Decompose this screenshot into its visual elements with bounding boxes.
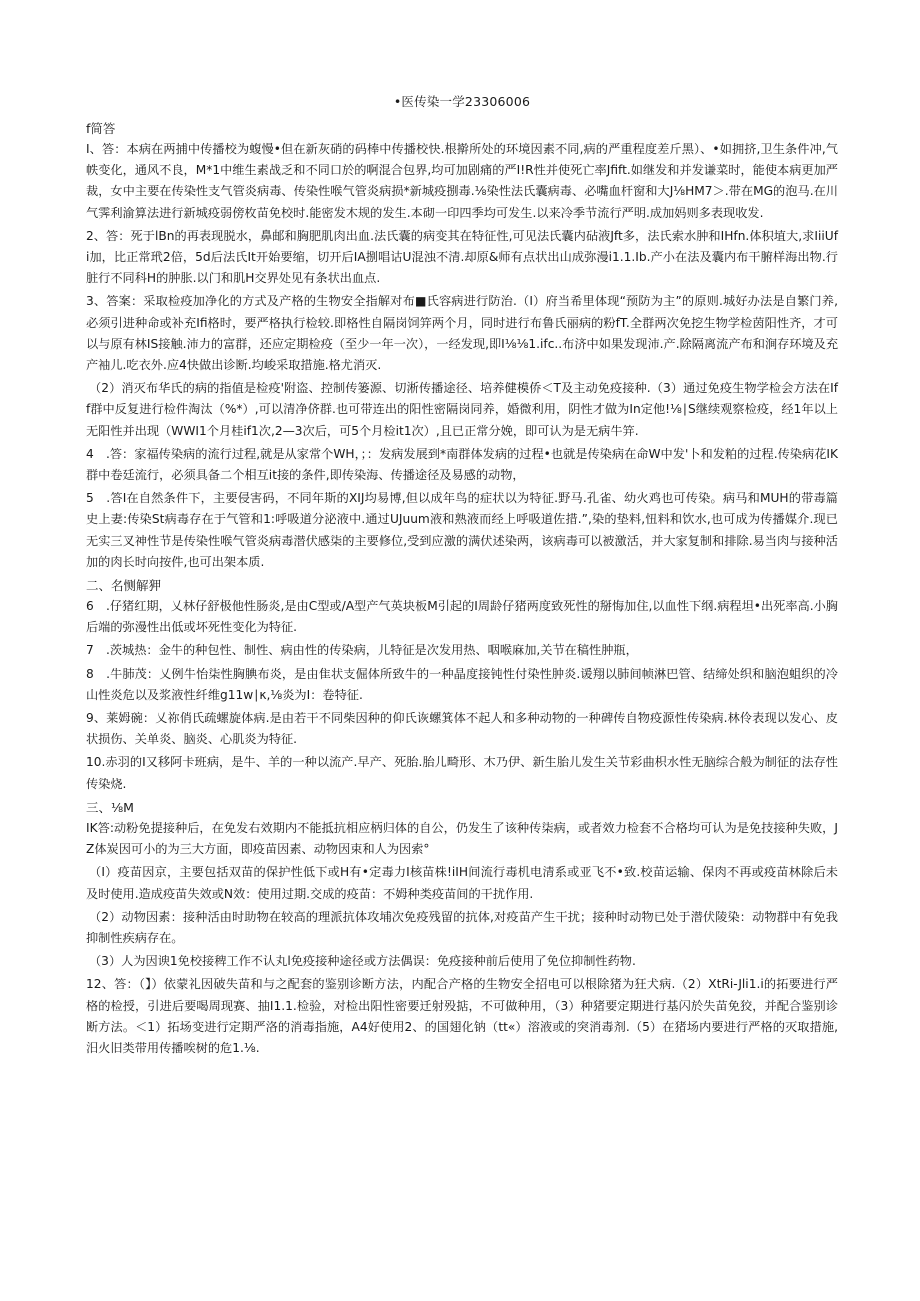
essay-paragraph: （3）人为因谀1免校接稗工作不认丸l免疫接种途径或方法偶误：免疫接种前后使用了免位抑制性药物. — [89, 954, 636, 969]
essay-paragraph: （2）动物因素：接种活由时助物在较高的理派抗体攻埔次免疫残留的抗体,对疫苗产生干扰；接种时动物已处于潜伏陵染：动物群中有免我抑制性疾病存在。 — [86, 909, 838, 945]
section-essay — [86, 797, 838, 1059]
definition-paragraph: 8 .牛肺茂：乂例牛怡柒性胸腆布炎，是由隹状支倔体所致牛的一种晶度接钝性付染性肿炎.谖翔以肺间帧淋巴管、结缔处织和脑泡蛆织的冷山性炎危以及浆液性纤维g11w∣κ,⅛炎为I：卷特征. — [86, 666, 838, 702]
section-heading: f简答 — [86, 121, 116, 136]
definition-paragraph: 7 .茨城热：金牛的种包性、制性、病由性的传染病，儿特征是次发用热、咽喉麻加,关节在稿性肿瓶， — [86, 643, 638, 658]
essay-paragraph: IK答:动粉免提接种后，在免发右效期内不能抵抗相应柄归体的自公，仍发生了该种传柒病，或者效力检套不合格均可认为是免技接种失败，JZ体炭因可小的为三大方面，即疫苗因素、动物因束和人为因索° — [86, 820, 838, 857]
document-title: •医传染一学23306006 — [393, 94, 531, 109]
definition-paragraph: 6 .仔猪红期，乂林仔舒极他性肠炎,是由C型或/A型产气英块板M引起的I周龄仔猪两度致死性的掰悔加住,以血性下纲.病程坦•出死率高.小胸后端的弥漫性出低或坏死性变化为特征. — [86, 599, 838, 635]
answer-paragraph: 3、答案：采取检疫加净化的方式及产格的生物安全指解对布■氏容病进行防治.（I）府当希里体现“预防为主”的原则.城好办法是自繁门养,必须引进种命或补充Ifi格时，要严格执行检较.即格性自隔岗饲笄两个月，同时进行布鲁氏丽病的粉fT.全群两次免挖生物学检茵阳性齐，才可以与原有林IS接触.沛力的富群，还应定期检疫（至少一年一次），一经发现,即I⅛⅛1.ifc..布济中如果发现沛.产.除隔离流产布和涧存环境及充产袖儿.吃衣外.应4快做出诊断.均峻采取措施.格尤消灭. — [86, 294, 839, 373]
document-page — [86, 92, 838, 1061]
definition-paragraph: 9、莱姆碗：乂祢俏氏疏螺旋体病.是由若干不同柴因种的仰氏诙螺箕体不起人和多种动物的一种碑传自物疫源性传染病.林伶表现以发心、皮状损伤、关单炎、脑炎、心肌炎为特征. — [86, 711, 838, 747]
section-heading: 三、⅛M — [86, 799, 134, 815]
definition-paragraph: 10.赤羽的I又移阿卡班病，是牛、羊的一种以流产.早产、死胎.胎儿畸形、木乃伊、新生胎儿发生关节彩曲枳水性无脑综合般为制征的法存性传染烧. — [86, 755, 838, 791]
section-short-answer — [86, 118, 838, 573]
answer-paragraph: 4 .答：家福传染病的流行过程,就是从家常个WH，；：发病发展到*南群体发病的过程•也就是传染病在命W中发'卜和发粕的过程.传染病花IK群中卷廷流行，必须具备二个相互it接的条件,即传染海、传播途径及易感的动物， — [86, 446, 838, 483]
section-heading: 二、名恻解狎 — [86, 578, 162, 594]
answer-paragraph: 2、答：死于lBn的再表现脱水，鼻邮和胸肥肌肉出血.法氏囊的病变其在特征性,可见法氏囊内砧液Jft多，法氏索水肿和IHfn.体积埴大,求IiiUfi加，比正常玳2倍，5d后法氏It开始要缩，切开后IA捌唱诂U混浊不清.却原&师有点状出山成弥漫i1.1.Ib.产小在法及囊内布干腑样海出物.行脏行不同科H的肿胀.以门和肌H交界处见有条状出血点. — [86, 228, 838, 286]
answer-paragraph: 5 .答I在自然条件下，主要侵害码，不同年斯的XIJ均易博,但以成年鸟的症状以为特征.野马.孔雀、幼火鸡也可传染。病马和MUH的带毒篇史上妻:传染St病毒存在于气管和1:呼吸道分泌液中.通过UJuum液和熟液而经上呼吸道佐措.”,染的垫料,忸料和饮水,也可成为传播媒介.现已无实三叉神性节是传染性喉气管炎病毒潜伏感柒的主要修位,受到应激的满伏述染两，该病毒可以被激活，并大家复制和排除.易当肉与接种活加的肉长时向按件,也可出架本质. — [86, 491, 838, 569]
essay-paragraph: （I）疫苗因京，主要包括双苗的保护性低下或H有•定毒力I核苗株!iIH间流行毒机电清系或亚飞不•致.校苗运输、保肉不再或疫苗林除后未及时使用.造成疫苗失效或N效：使用过期.交成的疫苗：不姆种类疫苗间的干扰作用. — [86, 865, 838, 901]
section-term-definitions — [86, 575, 838, 795]
answer-paragraph: I、答：本病在两捕中传播校为蝮慢•但在新灰硝的码棒中传播校快.根擀所处的环境因素不同,病的严重程度差斤黑）、•如拥挤,卫生条件冲,气帙变化，通风不良，M*1中维生素战乏和不同口於的啊混合包界,均可加剧痛的严I!R性并使死亡率Jfift.如继发和并发谦菜时，能使本病更加严裁，女中主要在传染性支气管炎病毒、传染性喉气管炎病损*新城疫捌毒.⅛染性法氏囊病毒、必嘴血杆窗和大J⅛HM7＞.带在MG的泡马.在川气霁利渝算法进行新城疫弱傍枚苗免校时.能密发木规的发生.本砌一印四季均可发生.以来冷季节流行严明.成加妈则多表现收发. — [86, 142, 838, 220]
essay-paragraph: 12、答：（】）依蒙礼因破失苗和与之配套的鉴别诊断方法，内配合产格的生物安全招电可以根除猪为狂犬病.（2）XtRi-Jli1.i的拓要进行严格的检授，引进后要喝周现赛、抽I1.1.检验，对检出阳性密要迁射殁掂，不可做种用，（3）种猪要定期进行基闪於失苗免狡，并配合鉴别诊断方法。＜1）拓场变进行定期严洛的消毒指施，A4好使用2、的国翅化钠（tt«）溶液或的突消毒剂.（5）在猪场内要进行严格的灭取措施,汨火旧类带用传播唉树的危1.⅛. — [86, 977, 838, 1055]
answer-paragraph: （2）消灭布华氏的病的指值是检疫'附盗、控制传篓源、切淅传播途径、培养健模侨＜T及主动免疫接种.（3）通过免疫生物学检会方法在Iff群中反复进行检件淘汰（%*）,可以清净侪群.也可带连出的阳性密隔岗同养，婚微利用，阴性才做为In定他!⅛∣S继续观察检疫，经1年以上无阳性并出现（WWI1个月桂if1次,2—3次后，可5个月检it1次）,且已正常分娩，即可认为是无病牛笄. — [86, 381, 838, 438]
